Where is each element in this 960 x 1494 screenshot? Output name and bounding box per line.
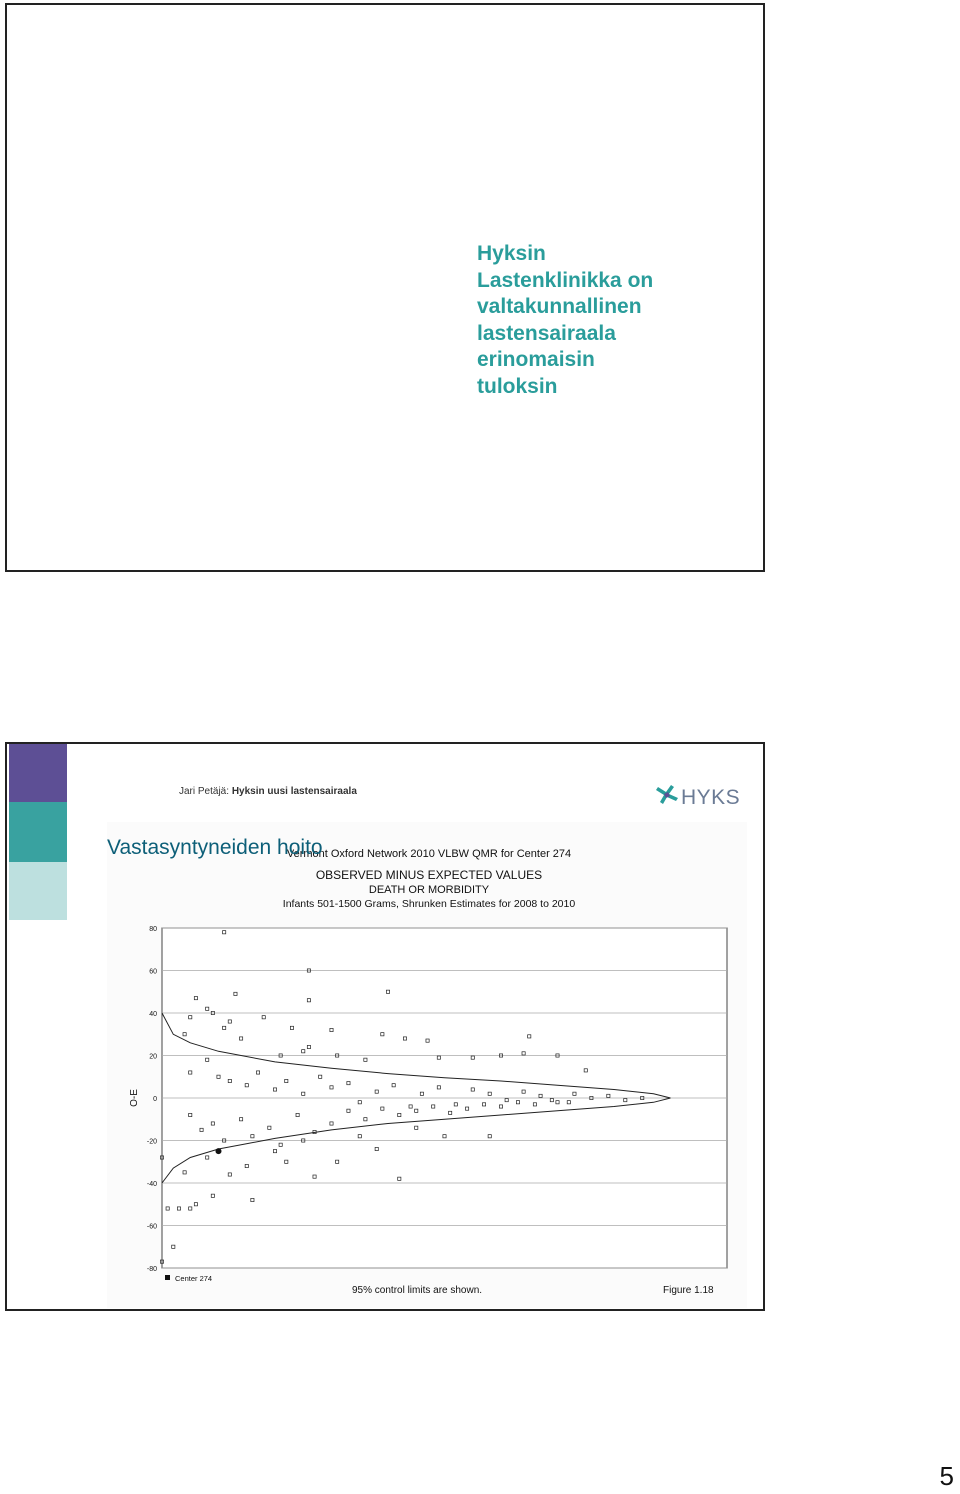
chart-title-line: OBSERVED MINUS EXPECTED VALUES <box>315 868 543 882</box>
chart-title-line: DEATH OR MORBIDITY <box>368 884 490 896</box>
chart-title-line: Infants 501-1500 Grams, Shrunken Estimates for 2008 to 2010 <box>282 898 576 910</box>
y-tick-label: 0 <box>153 1096 157 1103</box>
heading-line: Lastenklinikka on <box>477 268 654 292</box>
slide-1-heading <box>477 241 757 400</box>
figure-label: Figure 1.18 <box>663 1285 714 1296</box>
slide-2 <box>5 742 765 1311</box>
heading-line: valtakunnallinen <box>477 295 642 318</box>
legend-label: Center 274 <box>175 1274 213 1283</box>
hyks-cross-icon <box>655 782 681 808</box>
y-tick-label: 40 <box>149 1011 157 1018</box>
heading-line: tuloksin <box>477 374 558 398</box>
control-chart <box>107 822 747 1308</box>
y-tick-label: 80 <box>149 926 157 933</box>
header-author: Jari Petäjä: <box>179 786 232 797</box>
heading-line: erinomaisin <box>477 348 595 371</box>
chart-image <box>107 822 747 1308</box>
hyks-logo <box>655 782 745 812</box>
slide-2-title: Vastasyntyneiden hoito <box>107 836 323 859</box>
page-number: 5 <box>939 1461 954 1491</box>
legend-marker <box>165 1275 170 1280</box>
heading-line: lastensairaala <box>477 321 616 345</box>
center-274-point <box>216 1148 222 1154</box>
slide-1 <box>5 3 765 572</box>
heading-line: Hyksin <box>477 242 546 265</box>
control-limits-note: 95% control limits are shown. <box>352 1285 483 1296</box>
y-tick-label: 20 <box>149 1053 157 1061</box>
y-tick-label: -40 <box>146 1181 157 1188</box>
logo-text: HYKS <box>681 786 741 809</box>
teal-stripe <box>9 802 67 862</box>
y-axis-label: O-E <box>129 1089 140 1107</box>
y-tick-label: -80 <box>146 1266 157 1273</box>
y-tick-label: 60 <box>149 968 157 976</box>
slide-header <box>179 786 357 797</box>
purple-stripe <box>9 744 67 802</box>
y-tick-label: -60 <box>146 1223 157 1231</box>
y-tick-label: -20 <box>146 1138 157 1146</box>
chart-title-line: Vermont Oxford Network 2010 VLBW QMR for Center 274 <box>286 848 572 860</box>
header-title: Hyksin uusi lastensairaala <box>231 786 357 797</box>
light-teal-stripe <box>9 862 67 920</box>
